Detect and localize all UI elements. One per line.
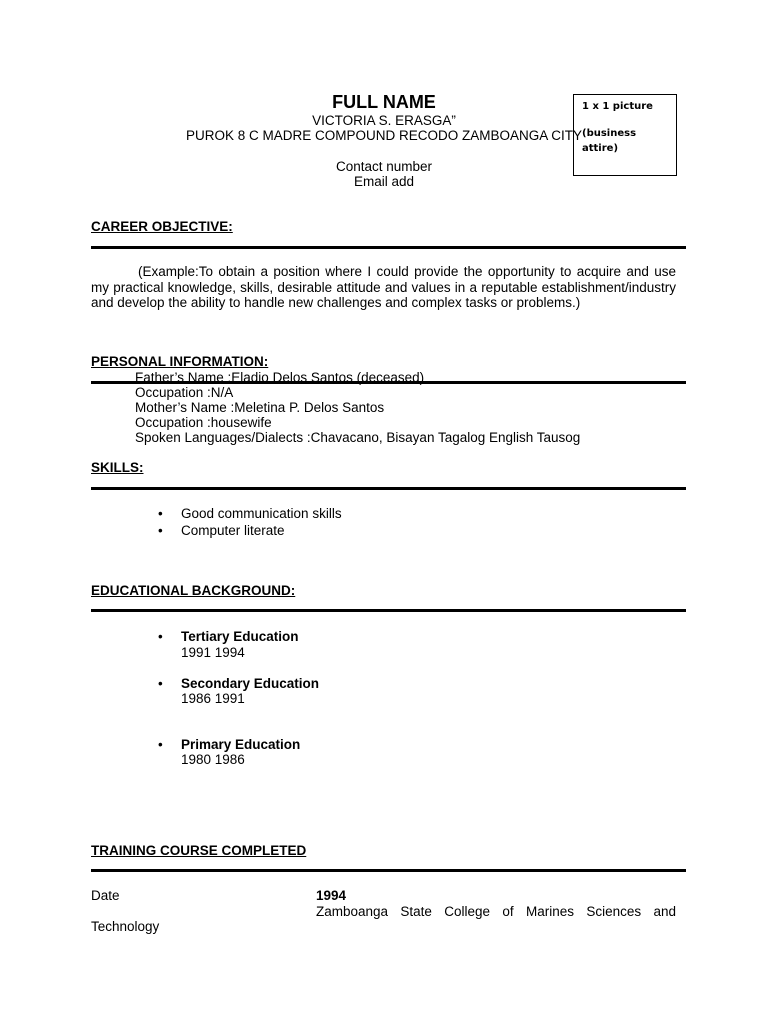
spoken-languages: Spoken Languages/Dialects :Chavacano, Bisayan Tagalog English Tausog <box>135 430 581 445</box>
training-course-heading: TRAINING COURSE COMPLETED <box>91 843 307 858</box>
training-school-line2: Technology <box>91 919 160 934</box>
educational-background-heading: EDUCATIONAL BACKGROUND: <box>91 583 296 598</box>
skill-item: Computer literate <box>181 523 285 538</box>
bullet-icon: • <box>158 523 163 538</box>
photo-attire-label-2: attire) <box>582 143 619 154</box>
mother-occupation: Occupation :housewife <box>135 415 272 430</box>
address: PUROK 8 C MADRE COMPOUND RECODO ZAMBOANGA CITY <box>185 128 583 143</box>
photo-size-label: 1 x 1 picture <box>582 101 653 112</box>
career-objective-heading: CAREER OBJECTIVE: <box>91 219 233 234</box>
education-years: 1986 1991 <box>181 691 245 706</box>
section-divider <box>91 609 686 612</box>
contact-number: Contact number <box>335 159 433 174</box>
education-level: Primary Education <box>181 737 301 752</box>
mother-name: Mother’s Name :Meletina P. Delos Santos <box>135 400 385 415</box>
section-divider <box>91 487 686 490</box>
father-name: Father’s Name :Eladio Delos Santos (deceased) <box>135 370 425 385</box>
personal-information-heading: PERSONAL INFORMATION: <box>91 354 269 369</box>
page-title: FULL NAME <box>332 92 436 112</box>
photo-attire-label: (business <box>582 128 637 139</box>
bullet-icon: • <box>158 737 163 752</box>
applicant-name: VICTORIA S. ERASGA” <box>312 113 456 128</box>
skill-item: Good communication skills <box>181 506 342 521</box>
bullet-icon: • <box>158 629 163 644</box>
section-divider <box>91 869 686 872</box>
training-school-line1: Zamboanga State College of Marines Sciences and <box>316 904 676 919</box>
section-divider <box>91 246 686 249</box>
training-year: 1994 <box>316 888 347 903</box>
education-level: Tertiary Education <box>181 629 299 644</box>
bullet-icon: • <box>158 506 163 521</box>
father-occupation: Occupation :N/A <box>135 385 234 400</box>
skills-heading: SKILLS: <box>91 460 144 475</box>
career-objective-text: (Example:To obtain a position where I could provide the opportunity to acquire and use my practical knowledge, skills, desirable attitude and values in a reputable establishment/industry and develop the ability to handle new challenges and complex tasks or problems.) <box>91 264 676 310</box>
bullet-icon: • <box>158 676 163 691</box>
education-years: 1991 1994 <box>181 645 245 660</box>
email-address: Email add <box>353 174 415 189</box>
education-years: 1980 1986 <box>181 752 245 767</box>
education-level: Secondary Education <box>181 676 320 691</box>
photo-placeholder <box>573 94 677 176</box>
training-date-label: Date <box>91 888 120 903</box>
